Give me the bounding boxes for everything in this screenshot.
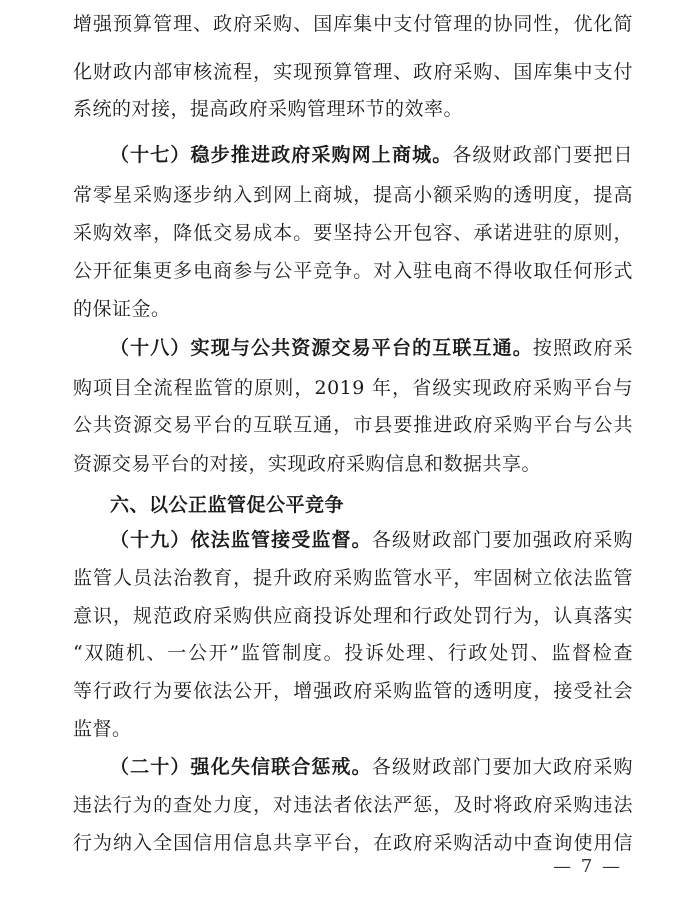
body-text: 采购效率，降低交易成本。要坚持公开包容、承诺进驻的原则， <box>73 222 633 244</box>
text-line <box>73 259 633 283</box>
text-line <box>73 793 633 817</box>
body-text: 等行政行为要依法公开，增强政府采购监管的透明度，接受社会 <box>73 680 633 702</box>
text-line <box>73 604 633 628</box>
clause-heading: （十九）依法监管接受监督。 <box>110 529 372 551</box>
body-text: 化财政内部审核流程，实现预算管理、政府采购、国库集中支付 <box>73 61 633 83</box>
text-line <box>73 12 633 36</box>
body-text: 各级财政部门要把日 <box>452 144 633 166</box>
text-line <box>73 566 633 590</box>
text-line <box>73 183 633 207</box>
text-line <box>73 452 633 476</box>
text-line <box>73 297 633 321</box>
body-text: 按照政府采 <box>532 337 633 359</box>
text-line <box>73 413 633 437</box>
clause-heading: 六、以公正监管促公平竞争 <box>110 494 345 516</box>
section-heading <box>110 493 633 517</box>
body-text: 意识，规范政府采购供应商投诉处理和行政处罚行为，认真落实 <box>73 605 633 627</box>
body-text: “双随机、一公开”监管制度。投诉处理、行政处罚、监督检查 <box>73 642 633 664</box>
text-line <box>110 336 633 360</box>
body-text: 各级财政部门要加大政府采购 <box>371 756 633 778</box>
text-line <box>73 641 633 665</box>
text-line <box>73 60 633 84</box>
body-text: 系统的对接，提高政府采购管理环节的效率。 <box>73 98 464 120</box>
clause-heading: （十七）稳步推进政府采购网上商城。 <box>110 144 453 166</box>
text-line <box>73 679 633 703</box>
body-text: 增强预算管理、政府采购、国库集中支付管理的协同性，优化简 <box>73 13 633 35</box>
page-number: — 7 — <box>553 856 622 877</box>
text-line <box>110 528 633 552</box>
clause-heading: （二十）强化失信联合惩戒。 <box>110 756 372 778</box>
text-line <box>110 143 633 167</box>
text-line <box>73 831 633 855</box>
text-line <box>73 97 633 121</box>
text-line <box>73 376 633 400</box>
body-text: 行为纳入全国信用信息共享平台，在政府采购活动中查询使用信 <box>73 832 633 854</box>
clause-heading: （十八）实现与公共资源交易平台的互联互通。 <box>110 337 533 359</box>
body-text: 监管人员法治教育，提升政府采购监管水平，牢固树立依法监管 <box>73 567 633 589</box>
text-line <box>73 717 633 741</box>
body-text: 违法行为的查处力度，对违法者依法严惩，及时将政府采购违法 <box>73 794 633 816</box>
body-text: 各级财政部门要加强政府采购 <box>371 529 633 551</box>
text-line <box>110 755 633 779</box>
body-text: 监督。 <box>73 718 132 740</box>
body-text: 常零星采购逐步纳入到网上商城，提高小额采购的透明度，提高 <box>73 184 633 206</box>
body-text: 公共资源交易平台的互联互通，市县要推进政府采购平台与公共 <box>73 414 633 436</box>
body-text: 资源交易平台的对接，实现政府采购信息和数据共享。 <box>73 453 542 475</box>
body-text: 公开征集更多电商参与公平竞争。对入驻电商不得收取任何形式 <box>73 260 633 282</box>
text-line <box>73 221 633 245</box>
body-text: 购项目全流程监管的原则，2019 年，省级实现政府采购平台与 <box>73 377 633 399</box>
body-text: 的保证金。 <box>73 298 171 320</box>
